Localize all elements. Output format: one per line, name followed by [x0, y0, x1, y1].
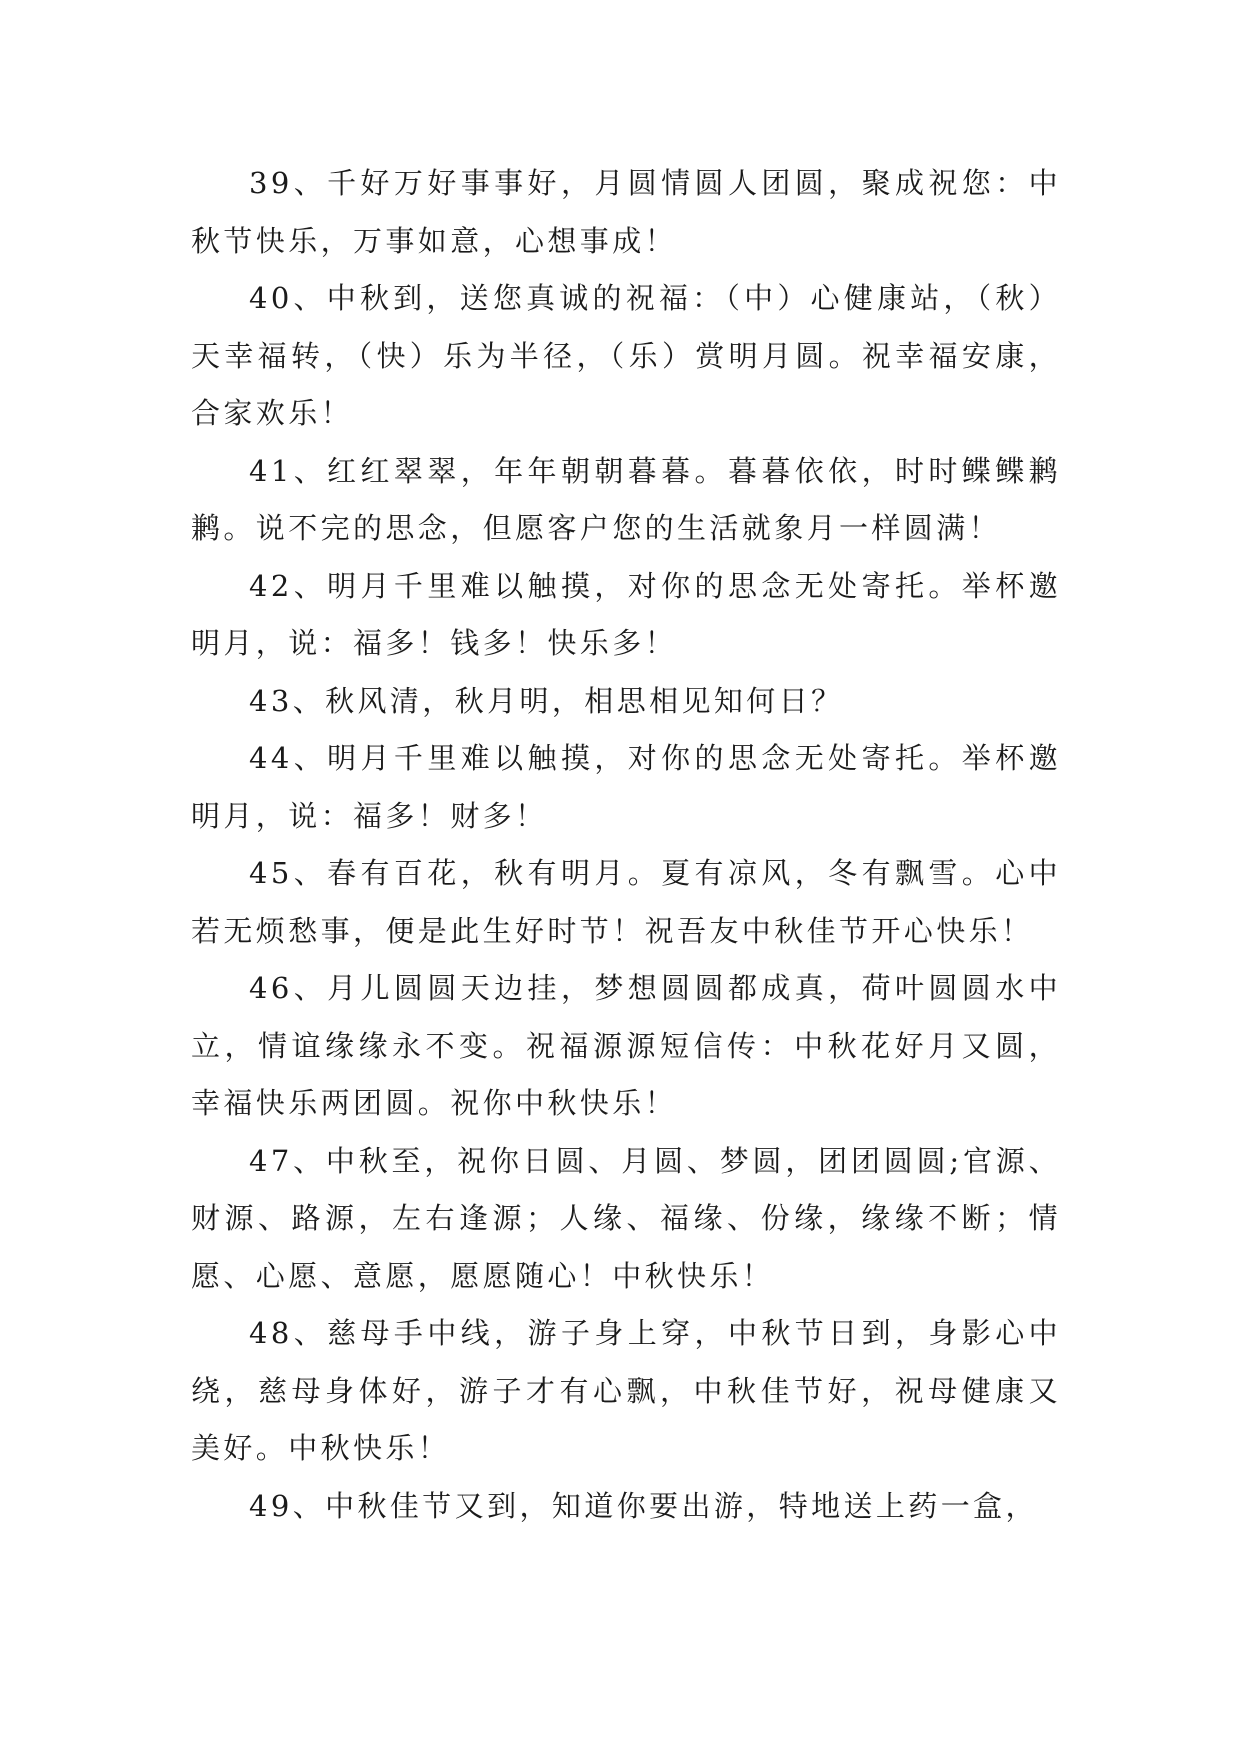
paragraph-39: 39、千好万好事事好，月圆情圆人团圆，聚成祝您：中秋节快乐，万事如意，心想事成！: [191, 166, 1061, 258]
paragraph-45: 45、春有百花，秋有明月。夏有凉风，冬有飘雪。心中若无烦愁事，便是此生好时节！祝吾友中秋佳节开心快乐！: [191, 856, 1061, 948]
paragraph-48: 48、慈母手中线，游子身上穿，中秋节日到，身影心中绕，慈母身体好，游子才有心飘，中秋佳节好，祝母健康又美好。中秋快乐！: [191, 1316, 1061, 1465]
paragraph-41: 41、红红翠翠，年年朝朝暮暮。暮暮依依，时时鲽鲽鹣鹣。说不完的思念，但愿客户您的生活就象月一样圆满！: [191, 453, 1061, 545]
paragraph-40: 40、中秋到，送您真诚的祝福：（中）心健康站，（秋）天幸福转，（快）乐为半径，（乐）赏明月圆。祝幸福安康，合家欢乐！: [191, 281, 1061, 430]
paragraph-42: 42、明月千里难以触摸，对你的思念无处寄托。举杯邀明月，说：福多！钱多！快乐多！: [191, 568, 1061, 660]
paragraph-43: 43、秋风清，秋月明，相思相见知何日？: [249, 683, 844, 718]
paragraph-46: 46、月儿圆圆天边挂，梦想圆圆都成真，荷叶圆圆水中立，情谊缘缘永不变。祝福源源短信传：中秋花好月又圆，幸福快乐两团圆。祝你中秋快乐！: [191, 971, 1061, 1120]
document-body: [191, 155, 1061, 1535]
paragraph-44: 44、明月千里难以触摸，对你的思念无处寄托。举杯邀明月，说：福多！财多！: [191, 741, 1061, 833]
paragraph-47: 47、中秋至，祝你日圆、月圆、梦圆，团团圆圆;官源、财源、路源，左右逢源；人缘、福缘、份缘，缘缘不断；情愿、心愿、意愿，愿愿随心！中秋快乐！: [191, 1143, 1061, 1293]
paragraph-49: 49、中秋佳节又到，知道你要出游，特地送上药一盒，: [249, 1488, 1038, 1523]
